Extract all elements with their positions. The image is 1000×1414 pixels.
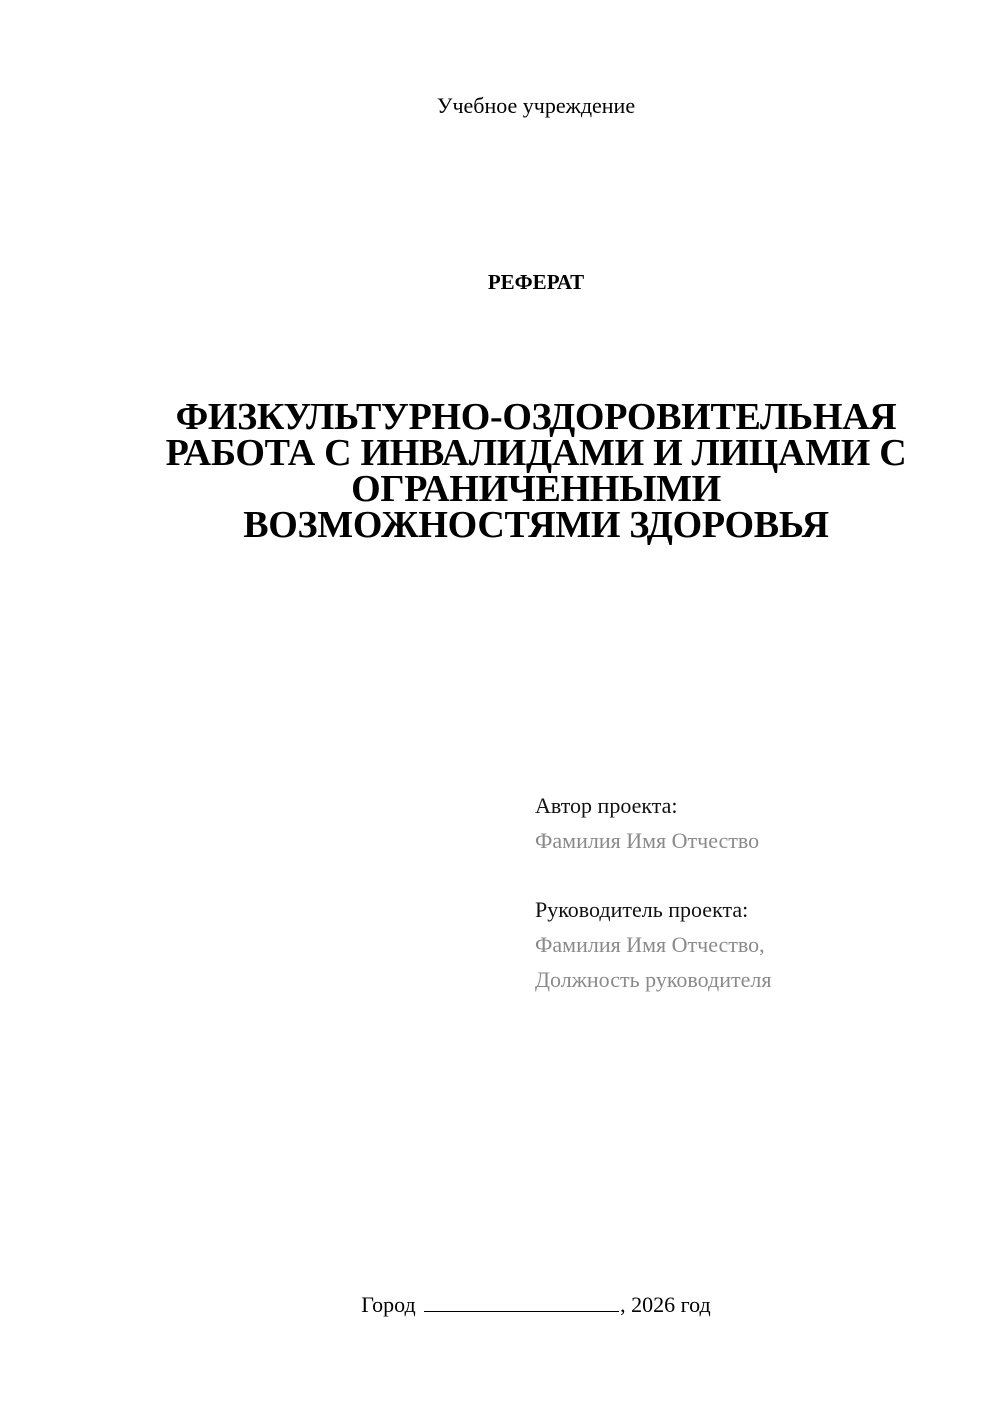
title-line: ФИЗКУЛЬТУРНО-ОЗДОРОВИТЕЛЬНАЯ xyxy=(175,396,897,438)
document-type-label: РЕФЕРАТ xyxy=(487,270,585,294)
supervisor-label: Руководитель проекта: xyxy=(535,897,749,922)
signature-block xyxy=(535,788,955,997)
author-name: Фамилия Имя Отчество xyxy=(535,828,760,853)
title-line: РАБОТА С ИНВАЛИДАМИ И ЛИЦАМИ С xyxy=(165,432,907,474)
city-year-line xyxy=(0,1290,1000,1320)
city-blank-line xyxy=(424,1293,619,1312)
institution-name: Учебное учреждение xyxy=(436,93,636,118)
year-text: , 2026 год xyxy=(620,1292,711,1317)
author-label: Автор проекта: xyxy=(535,793,678,818)
supervisor-position: Должность руководителя xyxy=(535,967,772,992)
document-title xyxy=(130,396,942,546)
title-line: ВОЗМОЖНОСТЯМИ ЗДОРОВЬЯ xyxy=(243,504,829,546)
city-label: Город xyxy=(361,1292,416,1317)
spacer xyxy=(535,858,955,892)
supervisor-name: Фамилия Имя Отчество, xyxy=(535,932,765,957)
title-line: ОГРАНИЧЕННЫМИ xyxy=(351,468,721,510)
